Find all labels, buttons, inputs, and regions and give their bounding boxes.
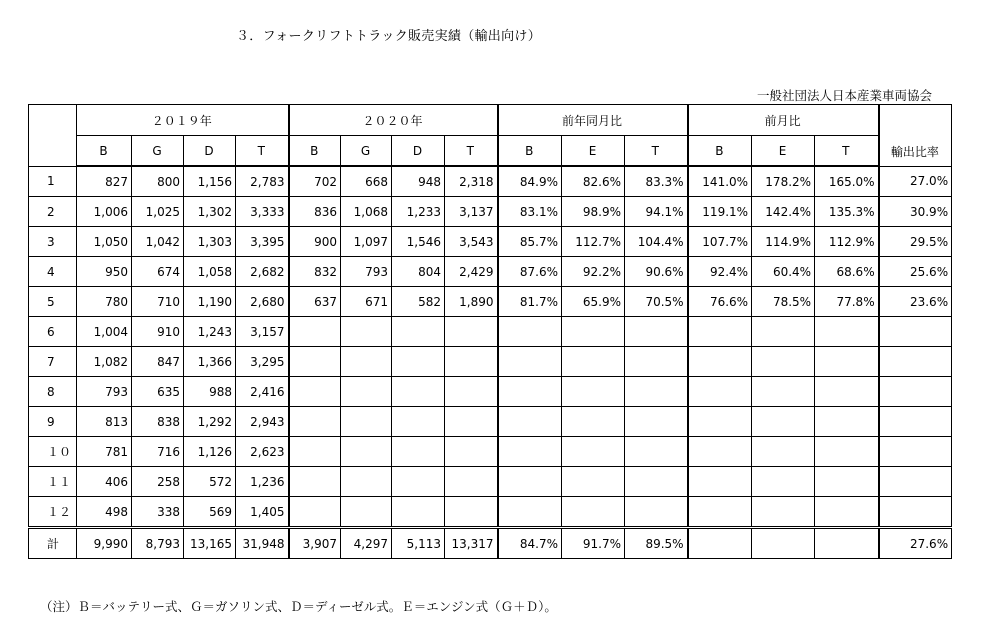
cell-2020: 668 xyxy=(341,166,392,197)
cell-2019: 31,948 xyxy=(236,528,289,559)
cell-2019: 1,302 xyxy=(184,197,236,227)
cell-2020 xyxy=(392,467,445,497)
cell-2020: 13,317 xyxy=(445,528,498,559)
cell-2020: 3,543 xyxy=(445,227,498,257)
cell-mom xyxy=(688,528,752,559)
table-row xyxy=(29,407,952,437)
cell-2020 xyxy=(341,317,392,347)
month-label: 7 xyxy=(29,347,77,377)
col-header-2019-g: G xyxy=(132,136,184,167)
sales-table xyxy=(28,104,952,559)
table-row xyxy=(29,377,952,407)
cell-2019: 3,157 xyxy=(236,317,289,347)
cell-2020 xyxy=(341,347,392,377)
cell-2019: 674 xyxy=(132,257,184,287)
cell-mom xyxy=(752,347,815,377)
cell-mom: 92.4% xyxy=(688,257,752,287)
cell-export-ratio: 30.9% xyxy=(879,197,952,227)
col-header-yoy-b: B xyxy=(498,136,562,167)
cell-2020: 1,233 xyxy=(392,197,445,227)
cell-2020: 637 xyxy=(289,287,341,317)
cell-yoy: 81.7% xyxy=(498,287,562,317)
cell-2019: 793 xyxy=(77,377,132,407)
col-header-2019-d: D xyxy=(184,136,236,167)
cell-2019: 3,395 xyxy=(236,227,289,257)
table-row xyxy=(29,287,952,317)
cell-yoy: 84.7% xyxy=(498,528,562,559)
cell-mom: 142.4% xyxy=(752,197,815,227)
col-header-2019-t: T xyxy=(236,136,289,167)
cell-2019: 338 xyxy=(132,497,184,528)
cell-mom xyxy=(752,377,815,407)
cell-2019: 710 xyxy=(132,287,184,317)
cell-mom: 107.7% xyxy=(688,227,752,257)
cell-mom xyxy=(815,407,879,437)
cell-2019: 847 xyxy=(132,347,184,377)
cell-mom xyxy=(688,497,752,528)
cell-2019: 1,243 xyxy=(184,317,236,347)
cell-mom: 112.9% xyxy=(815,227,879,257)
cell-2019: 3,295 xyxy=(236,347,289,377)
cell-mom xyxy=(752,528,815,559)
header-column-row xyxy=(29,136,952,167)
cell-yoy xyxy=(498,407,562,437)
cell-2020: 582 xyxy=(392,287,445,317)
table-row xyxy=(29,227,952,257)
cell-2020 xyxy=(289,407,341,437)
cell-2020 xyxy=(289,317,341,347)
cell-yoy: 90.6% xyxy=(625,257,688,287)
cell-2020: 2,429 xyxy=(445,257,498,287)
cell-2020 xyxy=(289,377,341,407)
cell-yoy xyxy=(498,317,562,347)
header-mom: 前月比 xyxy=(688,105,879,136)
cell-yoy: 70.5% xyxy=(625,287,688,317)
cell-2019: 569 xyxy=(184,497,236,528)
cell-2019: 1,366 xyxy=(184,347,236,377)
cell-export-ratio: 29.5% xyxy=(879,227,952,257)
cell-2019: 2,943 xyxy=(236,407,289,437)
cell-2020 xyxy=(289,467,341,497)
cell-yoy xyxy=(498,437,562,467)
cell-2020 xyxy=(445,407,498,437)
col-header-2020-t: T xyxy=(445,136,498,167)
table-row xyxy=(29,317,952,347)
cell-export-ratio xyxy=(879,377,952,407)
col-header-2020-b: B xyxy=(289,136,341,167)
cell-2020 xyxy=(445,437,498,467)
cell-2020: 1,068 xyxy=(341,197,392,227)
month-label: 6 xyxy=(29,317,77,347)
cell-2019: 1,126 xyxy=(184,437,236,467)
cell-2019: 2,623 xyxy=(236,437,289,467)
cell-yoy: 83.1% xyxy=(498,197,562,227)
month-label: 9 xyxy=(29,407,77,437)
table-row xyxy=(29,257,952,287)
cell-yoy xyxy=(625,407,688,437)
cell-mom xyxy=(688,467,752,497)
col-header-mom-t: T xyxy=(815,136,879,167)
cell-2019: 781 xyxy=(77,437,132,467)
cell-2020 xyxy=(445,497,498,528)
cell-mom: 60.4% xyxy=(752,257,815,287)
month-label: １０ xyxy=(29,437,77,467)
cell-2019: 1,025 xyxy=(132,197,184,227)
table-row xyxy=(29,347,952,377)
cell-2020 xyxy=(392,407,445,437)
cell-yoy: 94.1% xyxy=(625,197,688,227)
cell-yoy: 82.6% xyxy=(562,166,625,197)
cell-yoy xyxy=(498,467,562,497)
cell-2020: 3,137 xyxy=(445,197,498,227)
cell-2019: 1,303 xyxy=(184,227,236,257)
cell-export-ratio xyxy=(879,317,952,347)
cell-2020: 948 xyxy=(392,166,445,197)
month-label: 1 xyxy=(29,166,77,197)
footnote: （注）Ｂ＝バッテリー式、Ｇ＝ガソリン式、Ｄ＝ディーゼル式。Ｅ＝エンジン式（Ｇ＋Ｄ）。 xyxy=(40,599,557,614)
cell-2020 xyxy=(289,347,341,377)
cell-yoy: 65.9% xyxy=(562,287,625,317)
cell-yoy: 112.7% xyxy=(562,227,625,257)
table-row xyxy=(29,166,952,197)
cell-2020 xyxy=(341,407,392,437)
cell-2020 xyxy=(341,437,392,467)
cell-yoy xyxy=(562,407,625,437)
cell-mom xyxy=(688,317,752,347)
cell-export-ratio: 25.6% xyxy=(879,257,952,287)
cell-yoy xyxy=(562,347,625,377)
cell-yoy xyxy=(625,497,688,528)
cell-2019: 780 xyxy=(77,287,132,317)
cell-mom xyxy=(752,407,815,437)
month-label: 5 xyxy=(29,287,77,317)
cell-2020: 1,890 xyxy=(445,287,498,317)
cell-mom xyxy=(815,347,879,377)
month-label: 2 xyxy=(29,197,77,227)
cell-mom xyxy=(815,377,879,407)
cell-yoy xyxy=(625,347,688,377)
cell-export-ratio xyxy=(879,347,952,377)
cell-mom xyxy=(752,497,815,528)
cell-mom xyxy=(815,528,879,559)
cell-yoy: 84.9% xyxy=(498,166,562,197)
month-label: 3 xyxy=(29,227,77,257)
cell-export-ratio xyxy=(879,437,952,467)
cell-export-ratio xyxy=(879,407,952,437)
cell-export-ratio xyxy=(879,497,952,528)
cell-2019: 950 xyxy=(77,257,132,287)
col-header-yoy-t: T xyxy=(625,136,688,167)
col-header-2019-b: B xyxy=(77,136,132,167)
cell-2020: 4,297 xyxy=(341,528,392,559)
col-header-2020-d: D xyxy=(392,136,445,167)
cell-2019: 258 xyxy=(132,467,184,497)
cell-2020 xyxy=(341,467,392,497)
cell-mom xyxy=(752,467,815,497)
cell-yoy xyxy=(625,467,688,497)
cell-export-ratio xyxy=(879,467,952,497)
cell-2019: 1,236 xyxy=(236,467,289,497)
table-row xyxy=(29,197,952,227)
cell-2020 xyxy=(445,347,498,377)
cell-mom: 178.2% xyxy=(752,166,815,197)
cell-2020: 832 xyxy=(289,257,341,287)
cell-mom xyxy=(815,437,879,467)
cell-2019: 827 xyxy=(77,166,132,197)
col-header-mom-b: B xyxy=(688,136,752,167)
cell-2019: 2,682 xyxy=(236,257,289,287)
cell-2020: 671 xyxy=(341,287,392,317)
cell-2019: 2,680 xyxy=(236,287,289,317)
cell-2019: 1,082 xyxy=(77,347,132,377)
cell-2020 xyxy=(445,377,498,407)
month-label: 8 xyxy=(29,377,77,407)
header-2019: ２０１９年 xyxy=(77,105,289,136)
cell-mom: 68.6% xyxy=(815,257,879,287)
cell-yoy: 89.5% xyxy=(625,528,688,559)
cell-yoy: 104.4% xyxy=(625,227,688,257)
month-label: １１ xyxy=(29,467,77,497)
cell-2019: 2,416 xyxy=(236,377,289,407)
cell-mom xyxy=(815,317,879,347)
cell-2020 xyxy=(392,437,445,467)
cell-mom: 119.1% xyxy=(688,197,752,227)
cell-yoy xyxy=(562,467,625,497)
cell-yoy xyxy=(625,317,688,347)
header-2020: ２０２０年 xyxy=(289,105,498,136)
cell-2020: 3,907 xyxy=(289,528,341,559)
cell-2019: 1,292 xyxy=(184,407,236,437)
cell-2019: 8,793 xyxy=(132,528,184,559)
cell-export-ratio: 27.0% xyxy=(879,166,952,197)
cell-mom xyxy=(688,347,752,377)
header-export-ratio: 輸出比率 xyxy=(879,105,952,167)
cell-2019: 988 xyxy=(184,377,236,407)
cell-mom xyxy=(688,377,752,407)
table-row xyxy=(29,497,952,528)
page-title: ３．フォークリフトトラック販売実績（輸出向け） xyxy=(236,29,541,44)
cell-mom: 141.0% xyxy=(688,166,752,197)
cell-2019: 1,156 xyxy=(184,166,236,197)
table-row xyxy=(29,437,952,467)
cell-2019: 572 xyxy=(184,467,236,497)
cell-2020: 702 xyxy=(289,166,341,197)
cell-2020: 836 xyxy=(289,197,341,227)
cell-2020 xyxy=(341,377,392,407)
cell-2019: 1,006 xyxy=(77,197,132,227)
cell-mom xyxy=(688,437,752,467)
cell-2019: 498 xyxy=(77,497,132,528)
cell-mom: 165.0% xyxy=(815,166,879,197)
cell-yoy xyxy=(625,437,688,467)
month-label: １２ xyxy=(29,497,77,528)
cell-2019: 1,405 xyxy=(236,497,289,528)
cell-2020 xyxy=(392,317,445,347)
cell-2019: 800 xyxy=(132,166,184,197)
cell-2020: 5,113 xyxy=(392,528,445,559)
cell-yoy xyxy=(562,377,625,407)
cell-2020 xyxy=(341,497,392,528)
cell-2019: 406 xyxy=(77,467,132,497)
cell-mom: 114.9% xyxy=(752,227,815,257)
month-label: 4 xyxy=(29,257,77,287)
cell-2019: 1,050 xyxy=(77,227,132,257)
cell-mom xyxy=(752,317,815,347)
cell-2019: 1,004 xyxy=(77,317,132,347)
cell-2019: 3,333 xyxy=(236,197,289,227)
cell-mom xyxy=(688,407,752,437)
cell-2019: 9,990 xyxy=(77,528,132,559)
col-header-2020-g: G xyxy=(341,136,392,167)
cell-mom: 78.5% xyxy=(752,287,815,317)
cell-mom xyxy=(815,497,879,528)
month-header-cell xyxy=(29,105,77,167)
cell-2020 xyxy=(392,377,445,407)
cell-2020 xyxy=(445,467,498,497)
cell-2019: 1,042 xyxy=(132,227,184,257)
cell-2019: 838 xyxy=(132,407,184,437)
cell-yoy xyxy=(498,347,562,377)
cell-2020: 900 xyxy=(289,227,341,257)
cell-yoy: 98.9% xyxy=(562,197,625,227)
cell-2019: 1,058 xyxy=(184,257,236,287)
cell-yoy xyxy=(498,497,562,528)
cell-yoy xyxy=(562,317,625,347)
table-row xyxy=(29,467,952,497)
cell-yoy xyxy=(498,377,562,407)
header-group-row xyxy=(29,105,952,136)
cell-yoy: 83.3% xyxy=(625,166,688,197)
cell-2020: 1,546 xyxy=(392,227,445,257)
cell-mom xyxy=(815,467,879,497)
cell-2020 xyxy=(445,317,498,347)
cell-mom: 76.6% xyxy=(688,287,752,317)
month-label: 計 xyxy=(29,528,77,559)
header-yoy: 前年同月比 xyxy=(498,105,688,136)
cell-2020: 1,097 xyxy=(341,227,392,257)
cell-2020: 804 xyxy=(392,257,445,287)
cell-yoy xyxy=(625,377,688,407)
cell-2020: 2,318 xyxy=(445,166,498,197)
total-row xyxy=(29,528,952,559)
cell-yoy: 91.7% xyxy=(562,528,625,559)
cell-2019: 2,783 xyxy=(236,166,289,197)
cell-export-ratio: 27.6% xyxy=(879,528,952,559)
cell-2019: 813 xyxy=(77,407,132,437)
cell-2019: 716 xyxy=(132,437,184,467)
cell-2020 xyxy=(289,437,341,467)
cell-2019: 1,190 xyxy=(184,287,236,317)
cell-2019: 13,165 xyxy=(184,528,236,559)
col-header-mom-e: E xyxy=(752,136,815,167)
cell-yoy: 92.2% xyxy=(562,257,625,287)
cell-yoy xyxy=(562,497,625,528)
cell-2020 xyxy=(289,497,341,528)
cell-yoy xyxy=(562,437,625,467)
cell-2020 xyxy=(392,497,445,528)
cell-2019: 910 xyxy=(132,317,184,347)
cell-mom: 135.3% xyxy=(815,197,879,227)
col-header-yoy-e: E xyxy=(562,136,625,167)
cell-mom xyxy=(752,437,815,467)
cell-mom: 77.8% xyxy=(815,287,879,317)
organization-name: 一般社団法人日本産業車両協会 xyxy=(757,88,933,103)
cell-export-ratio: 23.6% xyxy=(879,287,952,317)
cell-2020 xyxy=(392,347,445,377)
cell-yoy: 87.6% xyxy=(498,257,562,287)
cell-2020: 793 xyxy=(341,257,392,287)
cell-yoy: 85.7% xyxy=(498,227,562,257)
cell-2019: 635 xyxy=(132,377,184,407)
